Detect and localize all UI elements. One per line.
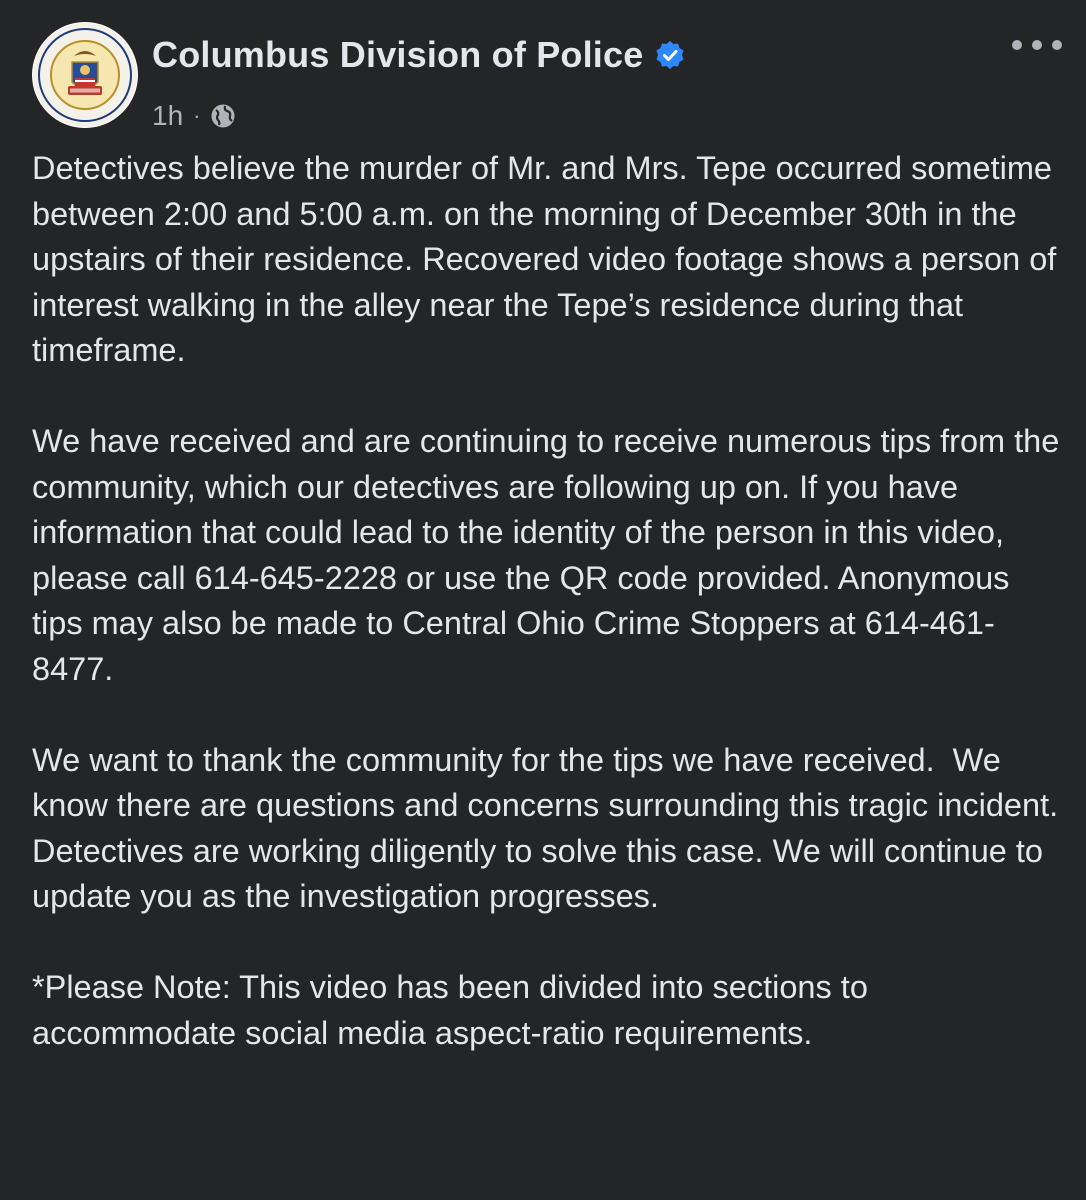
police-seal-logo [32, 22, 138, 128]
globe-icon[interactable] [210, 103, 236, 129]
post-paragraph: We want to thank the community for the tips we have received. We know there are questions and concerns surrounding this tragic incident. Detectives are working diligently to solve this case. We will continue to update you as the investigation progresses. [32, 741, 1068, 914]
more-dot [1032, 40, 1042, 50]
post-paragraph: We have received and are continuing to receive numerous tips from the community, which our detectives are following up on. If you have information that could lead to the identity of the person in this video, please call 614-645-2228 or use the QR code provided. Anonymous tips may also be made to Central Ohio Crime Stoppers at 614-461-8477. [32, 423, 1069, 687]
post-header [32, 22, 1062, 132]
post-timestamp[interactable]: 1h [152, 100, 184, 131]
post-paragraph: Detectives believe the murder of Mr. and Mrs. Tepe occurred sometime between 2:00 and 5:00 a.m. on the morning of December 30th in the upstairs of their residence. Recovered video footage shows a person of interest walking in the alley near the Tepe’s residence during that timeframe. [32, 150, 1066, 368]
more-dot [1012, 40, 1022, 50]
post-meta [152, 100, 236, 132]
post-paragraph: *Please Note: This video has been divided into sections to accommodate social media aspect-ratio requirements. [32, 969, 877, 1051]
verified-badge-icon [655, 40, 685, 70]
more-dot [1052, 40, 1062, 50]
post-body [32, 146, 1069, 1102]
meta-separator: · [193, 103, 201, 128]
avatar[interactable] [32, 22, 138, 128]
page-name[interactable] [152, 34, 685, 76]
more-options-button[interactable] [1012, 30, 1062, 60]
page-name-text[interactable]: Columbus Division of Police [152, 34, 644, 75]
